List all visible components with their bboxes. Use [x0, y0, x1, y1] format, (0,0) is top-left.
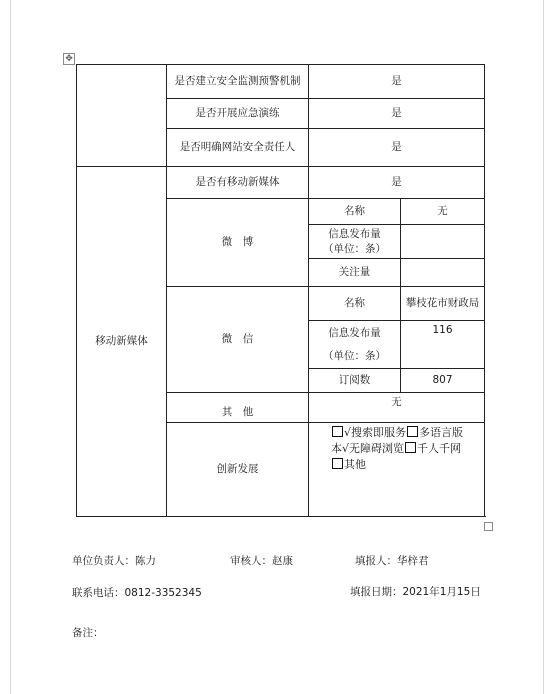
page-left-edge: [10, 0, 11, 694]
weixin-posts-value: 116: [401, 321, 485, 369]
has-mobile-media-value: 是: [309, 167, 485, 199]
blank-section-cell: [77, 65, 167, 167]
weixin-subscribers-label: 订阅数: [309, 369, 401, 393]
filler: 填报人：华梓君: [355, 555, 429, 567]
weibo-posts-label-line2: （单位：条）: [323, 242, 386, 255]
fill-date: 填报日期：2021年1月15日: [350, 586, 481, 598]
weixin-posts-label-line1: 信息发布量: [328, 326, 381, 339]
drill-label: 是否开展应急演练: [167, 99, 309, 129]
search-service-option: √搜索即服务: [344, 426, 407, 439]
weibo-name-label: 名称: [309, 199, 401, 225]
report-table: [76, 64, 485, 517]
weibo-posts-value: [401, 225, 485, 259]
security-owner-value: 是: [309, 129, 485, 167]
weixin-name-value: 攀枝花市财政局: [401, 287, 485, 321]
drill-value: 是: [309, 99, 485, 129]
other-media-value: 无: [309, 393, 485, 423]
weixin-name-label: 名称: [309, 287, 401, 321]
reviewer: 审核人：赵康: [230, 555, 293, 567]
has-mobile-media-label: 是否有移动新媒体: [167, 167, 309, 199]
multilingual-checkbox[interactable]: [407, 426, 418, 437]
weibo-name-value: 无: [401, 199, 485, 225]
page-right-edge: [543, 0, 544, 694]
weixin-posts-label-line2: （单位：条）: [323, 349, 386, 362]
search-service-checkbox[interactable]: [332, 426, 343, 437]
table-row: [77, 167, 485, 199]
other-media-label: 其 他: [167, 393, 309, 423]
other-checkbox[interactable]: [332, 458, 343, 469]
weixin-posts-label: [309, 321, 401, 369]
weibo-followers-label: 关注量: [309, 259, 401, 287]
table-row: [77, 65, 485, 99]
table-resize-handle[interactable]: [484, 522, 493, 531]
monitoring-warning-label: 是否建立安全监测预警机制: [167, 65, 309, 99]
contact-phone: 联系电话：0812-3352345: [72, 587, 202, 599]
other-option: 其他: [344, 458, 366, 471]
weixin-label: 微 信: [167, 287, 309, 393]
weixin-subscribers-value: 807: [401, 369, 485, 393]
mobile-media-section-label: 移动新媒体: [77, 167, 167, 517]
innovation-options: [309, 423, 485, 517]
weibo-posts-label: [309, 225, 401, 259]
innovation-label: 创新发展: [167, 423, 309, 517]
weibo-posts-label-line1: 信息发布量: [328, 227, 381, 240]
monitoring-warning-value: 是: [309, 65, 485, 99]
multilingual-option: 多语言版本√无障碍浏览: [331, 426, 464, 455]
unit-head: 单位负责人：陈力: [72, 555, 156, 567]
personalized-checkbox[interactable]: [405, 442, 416, 453]
security-owner-label: 是否明确网站安全责任人: [167, 129, 309, 167]
weibo-label: 微 博: [167, 199, 309, 287]
weibo-followers-value: [401, 259, 485, 287]
personalized-option: 千人千网: [417, 442, 462, 455]
remarks: 备注：: [72, 627, 104, 639]
table-move-handle-icon[interactable]: ✥: [63, 53, 75, 65]
